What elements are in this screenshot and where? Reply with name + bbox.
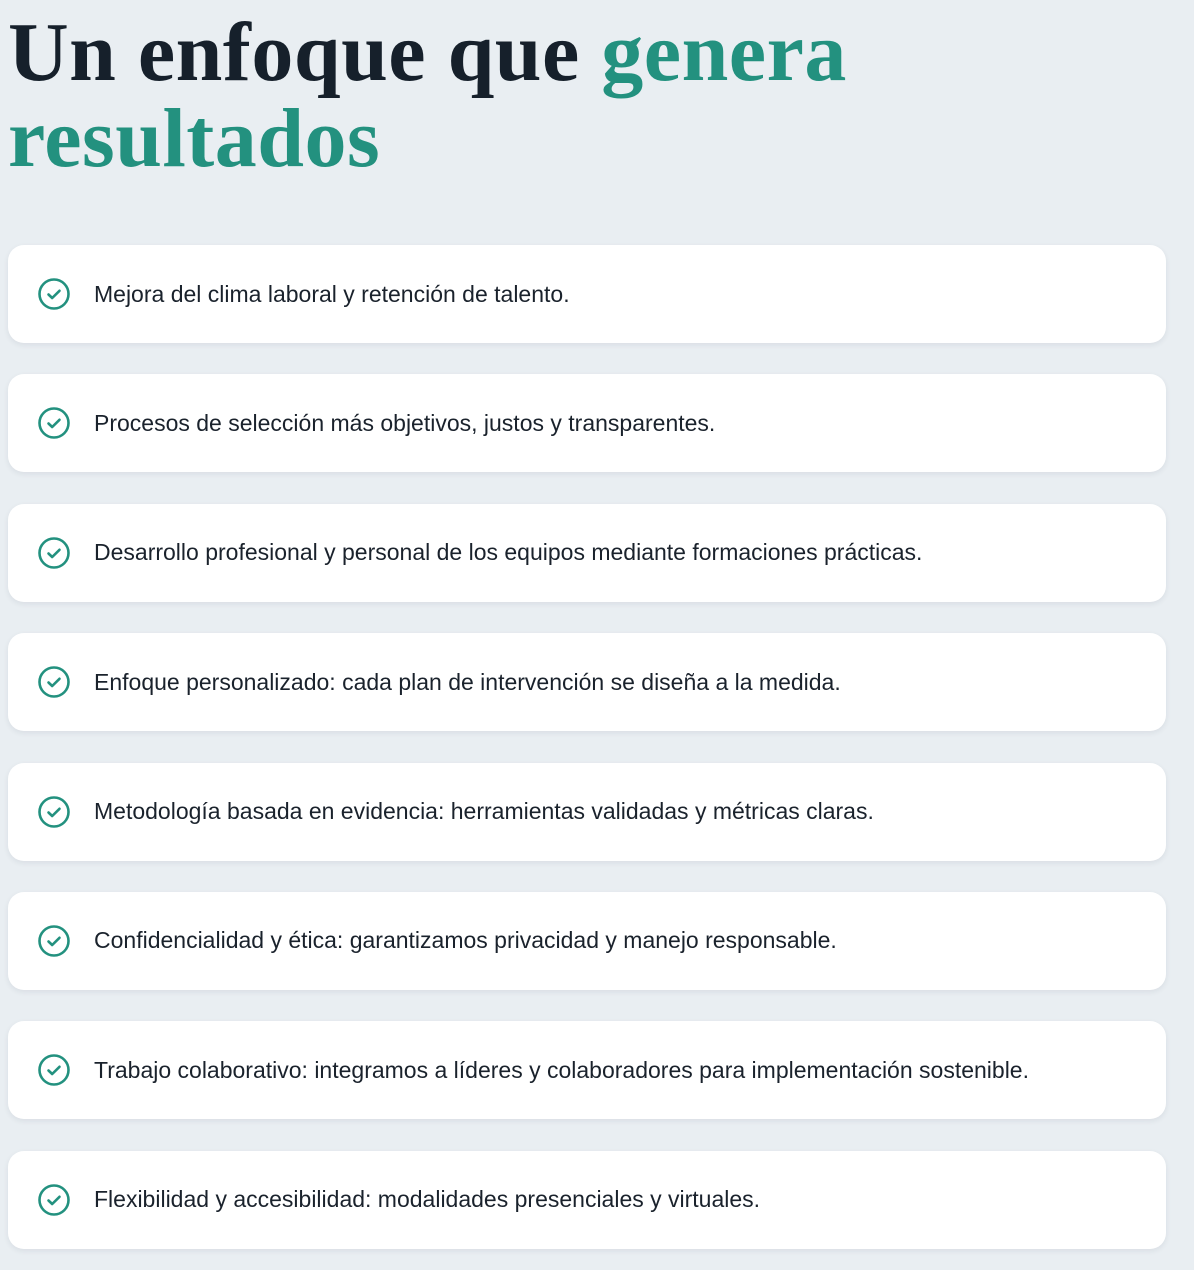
- check-circle-icon: [37, 406, 71, 440]
- benefit-card: [8, 374, 1166, 472]
- benefit-text: Trabajo colaborativo: integramos a líderes y colaboradores para implementación sostenible.: [94, 1056, 1029, 1083]
- benefits-list: [8, 245, 1166, 1249]
- section-heading: [8, 6, 847, 185]
- check-circle-icon: [37, 1183, 71, 1217]
- benefit-card: [8, 763, 1166, 861]
- heading-accent-line: resultados: [8, 92, 381, 185]
- heading-accent-word: genera: [601, 6, 847, 99]
- benefit-text: Flexibilidad y accesibilidad: modalidades presenciales y virtuales.: [94, 1186, 761, 1213]
- benefit-card: [8, 633, 1166, 731]
- benefit-text: Metodología basada en evidencia: herramientas validadas y métricas claras.: [94, 798, 874, 825]
- benefit-card: [8, 245, 1166, 343]
- check-circle-icon: [37, 1053, 71, 1087]
- benefit-text: Confidencialidad y ética: garantizamos privacidad y manejo responsable.: [94, 927, 837, 954]
- benefit-text: Desarrollo profesional y personal de los equipos mediante formaciones prácticas.: [94, 539, 923, 566]
- check-circle-icon: [37, 924, 71, 958]
- check-circle-icon: [37, 795, 71, 829]
- benefit-card: [8, 1021, 1166, 1119]
- check-circle-icon: [37, 536, 71, 570]
- benefit-card: [8, 892, 1166, 990]
- heading-text: Un enfoque que: [8, 6, 602, 99]
- benefit-card: [8, 504, 1166, 602]
- check-circle-icon: [37, 277, 71, 311]
- benefit-text: Enfoque personalizado: cada plan de intervención se diseña a la medida.: [94, 668, 841, 695]
- benefit-text: Mejora del clima laboral y retención de talento.: [94, 280, 570, 307]
- benefit-card: [8, 1151, 1166, 1249]
- check-circle-icon: [37, 665, 71, 699]
- benefit-text: Procesos de selección más objetivos, justos y transparentes.: [94, 409, 716, 436]
